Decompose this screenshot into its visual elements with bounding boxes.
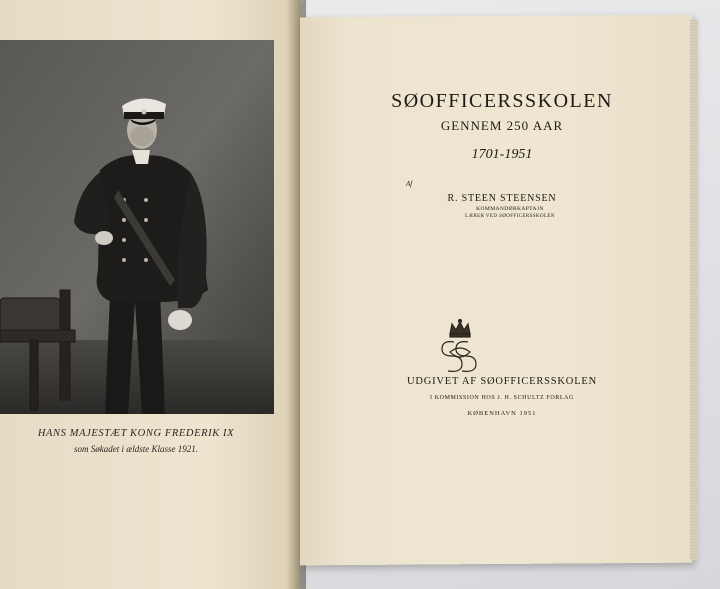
author-name: R. STEEN STEENSEN xyxy=(447,193,557,204)
author-rank: KOMMANDØRKAPTAJN xyxy=(476,206,544,212)
commission-line: I KOMMISSION HOS J. H. SCHULTZ FORLAG xyxy=(430,395,574,401)
book-years: 1701-1951 xyxy=(471,147,533,162)
by-label: Af xyxy=(406,180,413,188)
book-subtitle: GENNEM 250 AAR xyxy=(440,118,564,133)
publisher-line: UDGIVET AF SØOFFICERSSKOLEN xyxy=(406,376,597,387)
book-title: SØOFFICERSSKOLEN xyxy=(391,90,613,112)
photo-caption-title: HANS MAJESTÆT KONG FREDERIK IX xyxy=(37,428,235,439)
page-edges xyxy=(690,20,698,560)
city-year-line: KØBENHAVN 1951 xyxy=(467,410,537,417)
author-role: LÆRER VED SØOFFICERSSKOLEN xyxy=(465,214,555,219)
crown-monogram-emblem xyxy=(430,318,490,376)
photo-caption-subtitle: som Søkadet i ældste Klasse 1921. xyxy=(74,444,198,454)
portrait-photo xyxy=(0,40,274,414)
